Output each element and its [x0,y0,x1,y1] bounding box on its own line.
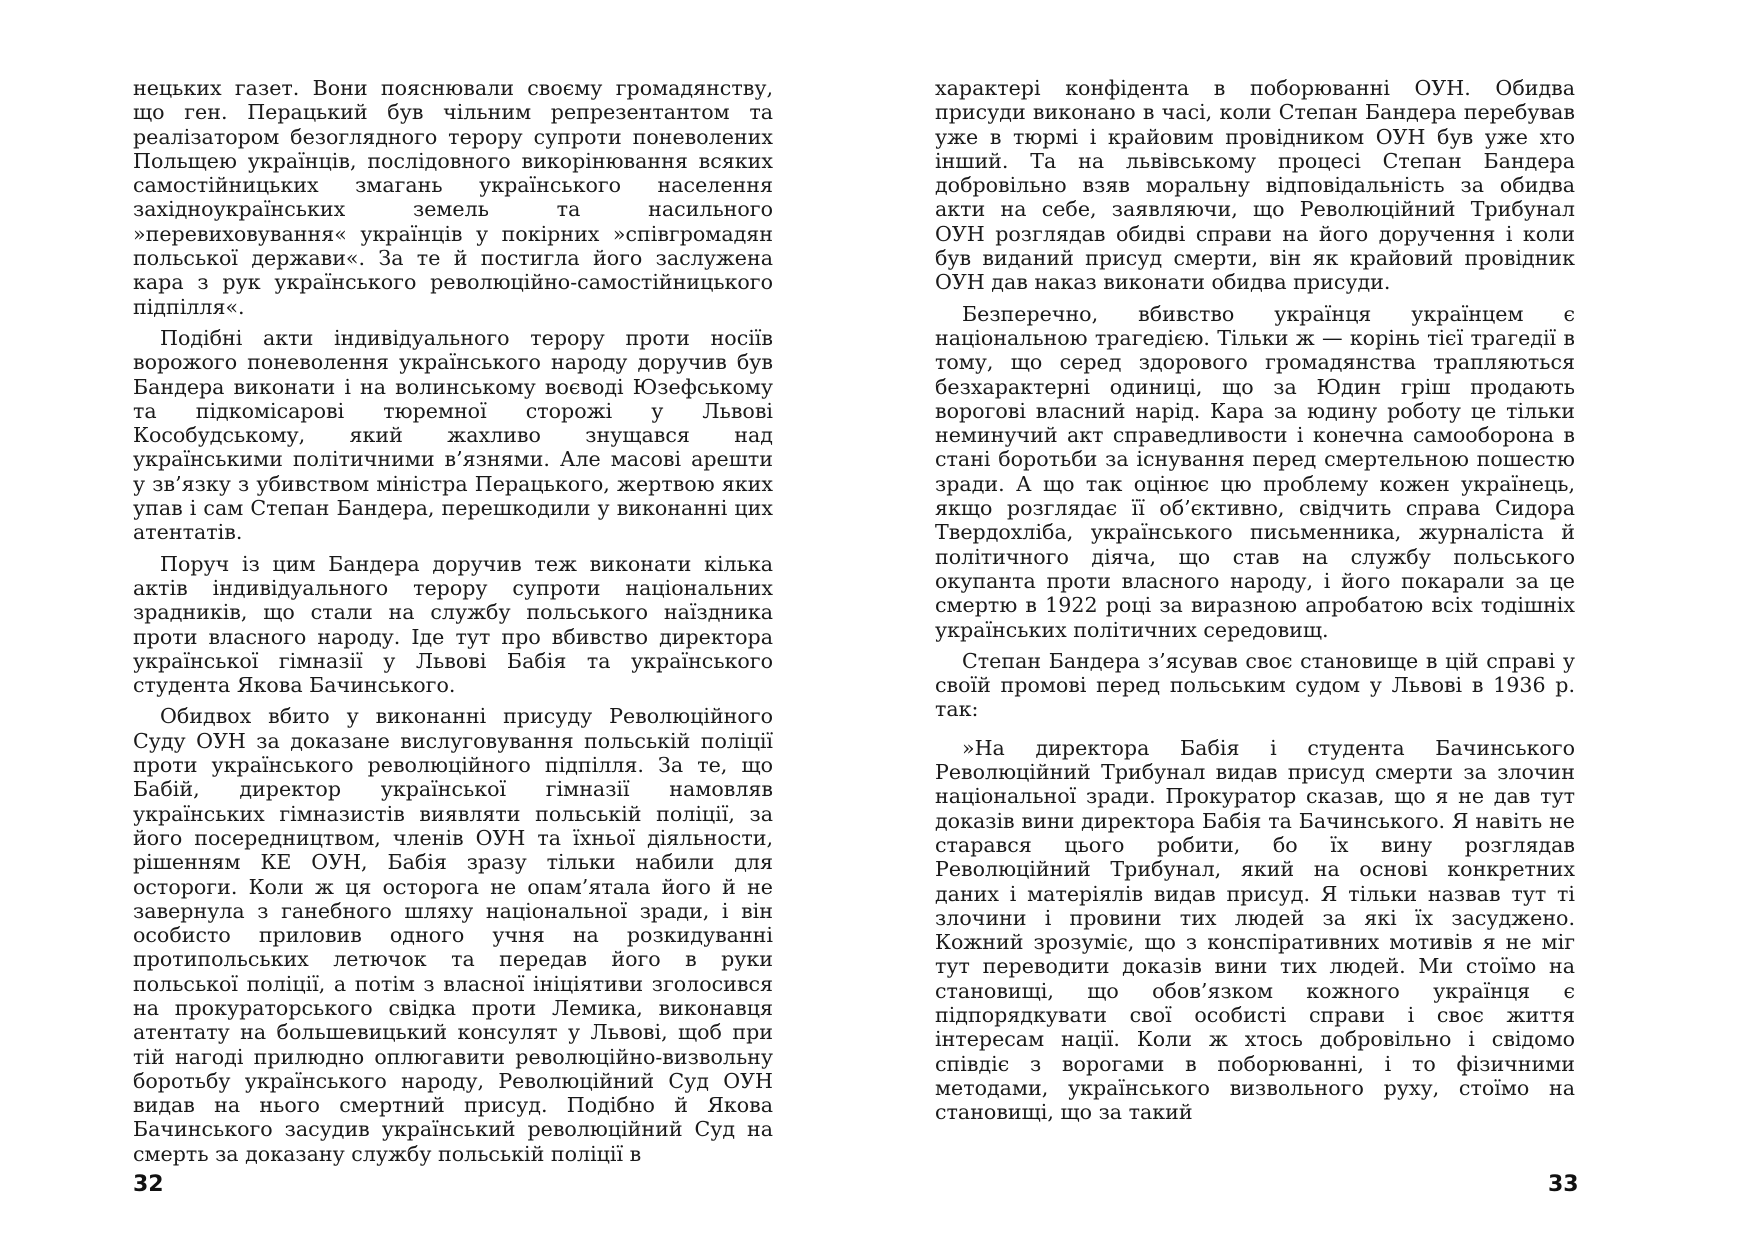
right-paragraph-1: характері конфідента в поборюванні ОУН. Обидва присуди виконано в часі, коли Степан Бандера перебував уже в тюрмі і крайовим провідником ОУН був уже хто інший. Та на львівському процесі Степан Бандера добровільно взяв моральну відповідальність за обидва акти на себе, заявляючи, що Революційний Трибунал ОУН розглядав обидві справи на його доручення і коли був виданий присуд смерти, він як крайовий провідник ОУН дав наказ виконати обидва присуди. [935,76,1575,295]
left-paragraph-4: Обидвох вбито у виконанні присуду Революційного Суду ОУН за доказане вислуговування польській поліції проти українського революційного підпілля. За те, що Бабій, директор української гімназії намовляв українських гімназистів виявляти польській поліції, за його посередництвом, членів ОУН та їхньої діяльности, рішенням КЕ ОУН, Бабія зразу тільки набили для остороги. Коли ж ця осторога не опам’ятала його й не завернула з ганебного шляху національної зради, і він особисто приловив одного учня на розкидуванні протипольських летючок та передав його в руки польської поліції, а потім з власної ініціятиви зголосився на прокураторського свідка проти Лемика, виконавця атентату на большевицький консулят у Львові, щоб при тій нагоді прилюдно оплюгавити революційно-визвольну боротьбу українського народу, Революційний Суд ОУН видав на нього смертний присуд. Подібно й Якова Бачинського засудив український революційний Суд на смерть за доказану службу польській поліції в [133,704,773,1166]
right-quote-paragraph: »На директора Бабія і студента Бачинського Революційний Трибунал видав присуд смерти за злочин національної зради. Прокуратор сказав, що я не дав тут доказів вини директора Бабія та Бачинського. Я навіть не старався цього робити, бо їх вину розглядав Революційний Трибунал, який на основі конкретних даних і матеріялів видав присуд. Я тільки назвав тут ті злочини і провини тих людей за які їх засуджено. Кожний зрозуміє, що з конспіративних мотивів я не міг тут переводити доказів вини тих людей. Ми стоїмо на становищі, що обов’язком кожного українця є підпорядкувати свої особисті справи і своє життя інтересам нації. Коли ж хтось добровільно і свідомо співдіє з ворогами в поборюванні, і то фізичними методами, українського визвольного руху, стоїмо на становищі, що за такий [935,735,1575,1125]
right-paragraph-2: Безперечно, вбивство українця українцем є національною трагедією. Тільки ж — корінь тієї трагедії в тому, що серед здорового громадянства трапляються безхарактерні одиниці, що за Юдин гріш продають ворогові власний нарід. Кара за юдину роботу це тільки неминучий акт справедливости і конечна самооборона в стані боротьби за існування перед смертельною пошестю зради. А що так оцінює цю проблему кожен українець, якщо розглядає її об’єктивно, свідчить справа Сидора Твердохліба, українського письменника, журналіста й політичного діяча, що став на службу польського окупанта проти власного народу, і його покарали за це смертю в 1922 році за виразною апробатою всіх тодішніх українських політичних середовищ. [935,301,1575,642]
left-page [133,76,773,1166]
right-paragraph-3: Степан Бандера з’ясував своє становище в цій справі у своїй промові перед польським судом у Львові в 1936 р. так: [935,648,1575,722]
left-page-number: 32 [133,1172,164,1197]
right-page-number: 33 [1548,1172,1579,1197]
left-paragraph-2: Подібні акти індивідуального терору проти носіїв ворожого поневолення українського народу доручив був Бандера виконати і на волинському воєводі Юзефському та підкомісарові тюремної сторожі у Львові Кособудському, який жахливо знущався над українськими політичними в’язнями. Але масові арешти у зв’язку з убивством міністра Перацького, жертвою яких упав і сам Степан Бандера, перешкодили у виконанні цих атентатів. [133,325,773,545]
right-page [935,76,1575,1124]
left-paragraph-3: Поруч із цим Бандера доручив теж виконати кілька актів індивідуального терору супроти національних зрадників, що стали на службу польського наїздника проти власного народу. Іде тут про вбивство директора української гімназії у Львові Бабія та українського студента Якова Бачинського. [133,551,773,698]
left-paragraph-1: нецьких газет. Вони пояснювали своєму громадянству, що ген. Перацький був чільним репрезентантом та реалізатором безоглядного терору супроти поневолених Польщею українців, послідовного викорінювання всяких самостійницьких змагань українського населення західноукраїнських земель та насильного »перевиховування« українців у покірних »співгромадян польської держави«. За те й постигла його заслужена кара з рук українського революційно-самостійницького підпілля«. [133,76,773,319]
